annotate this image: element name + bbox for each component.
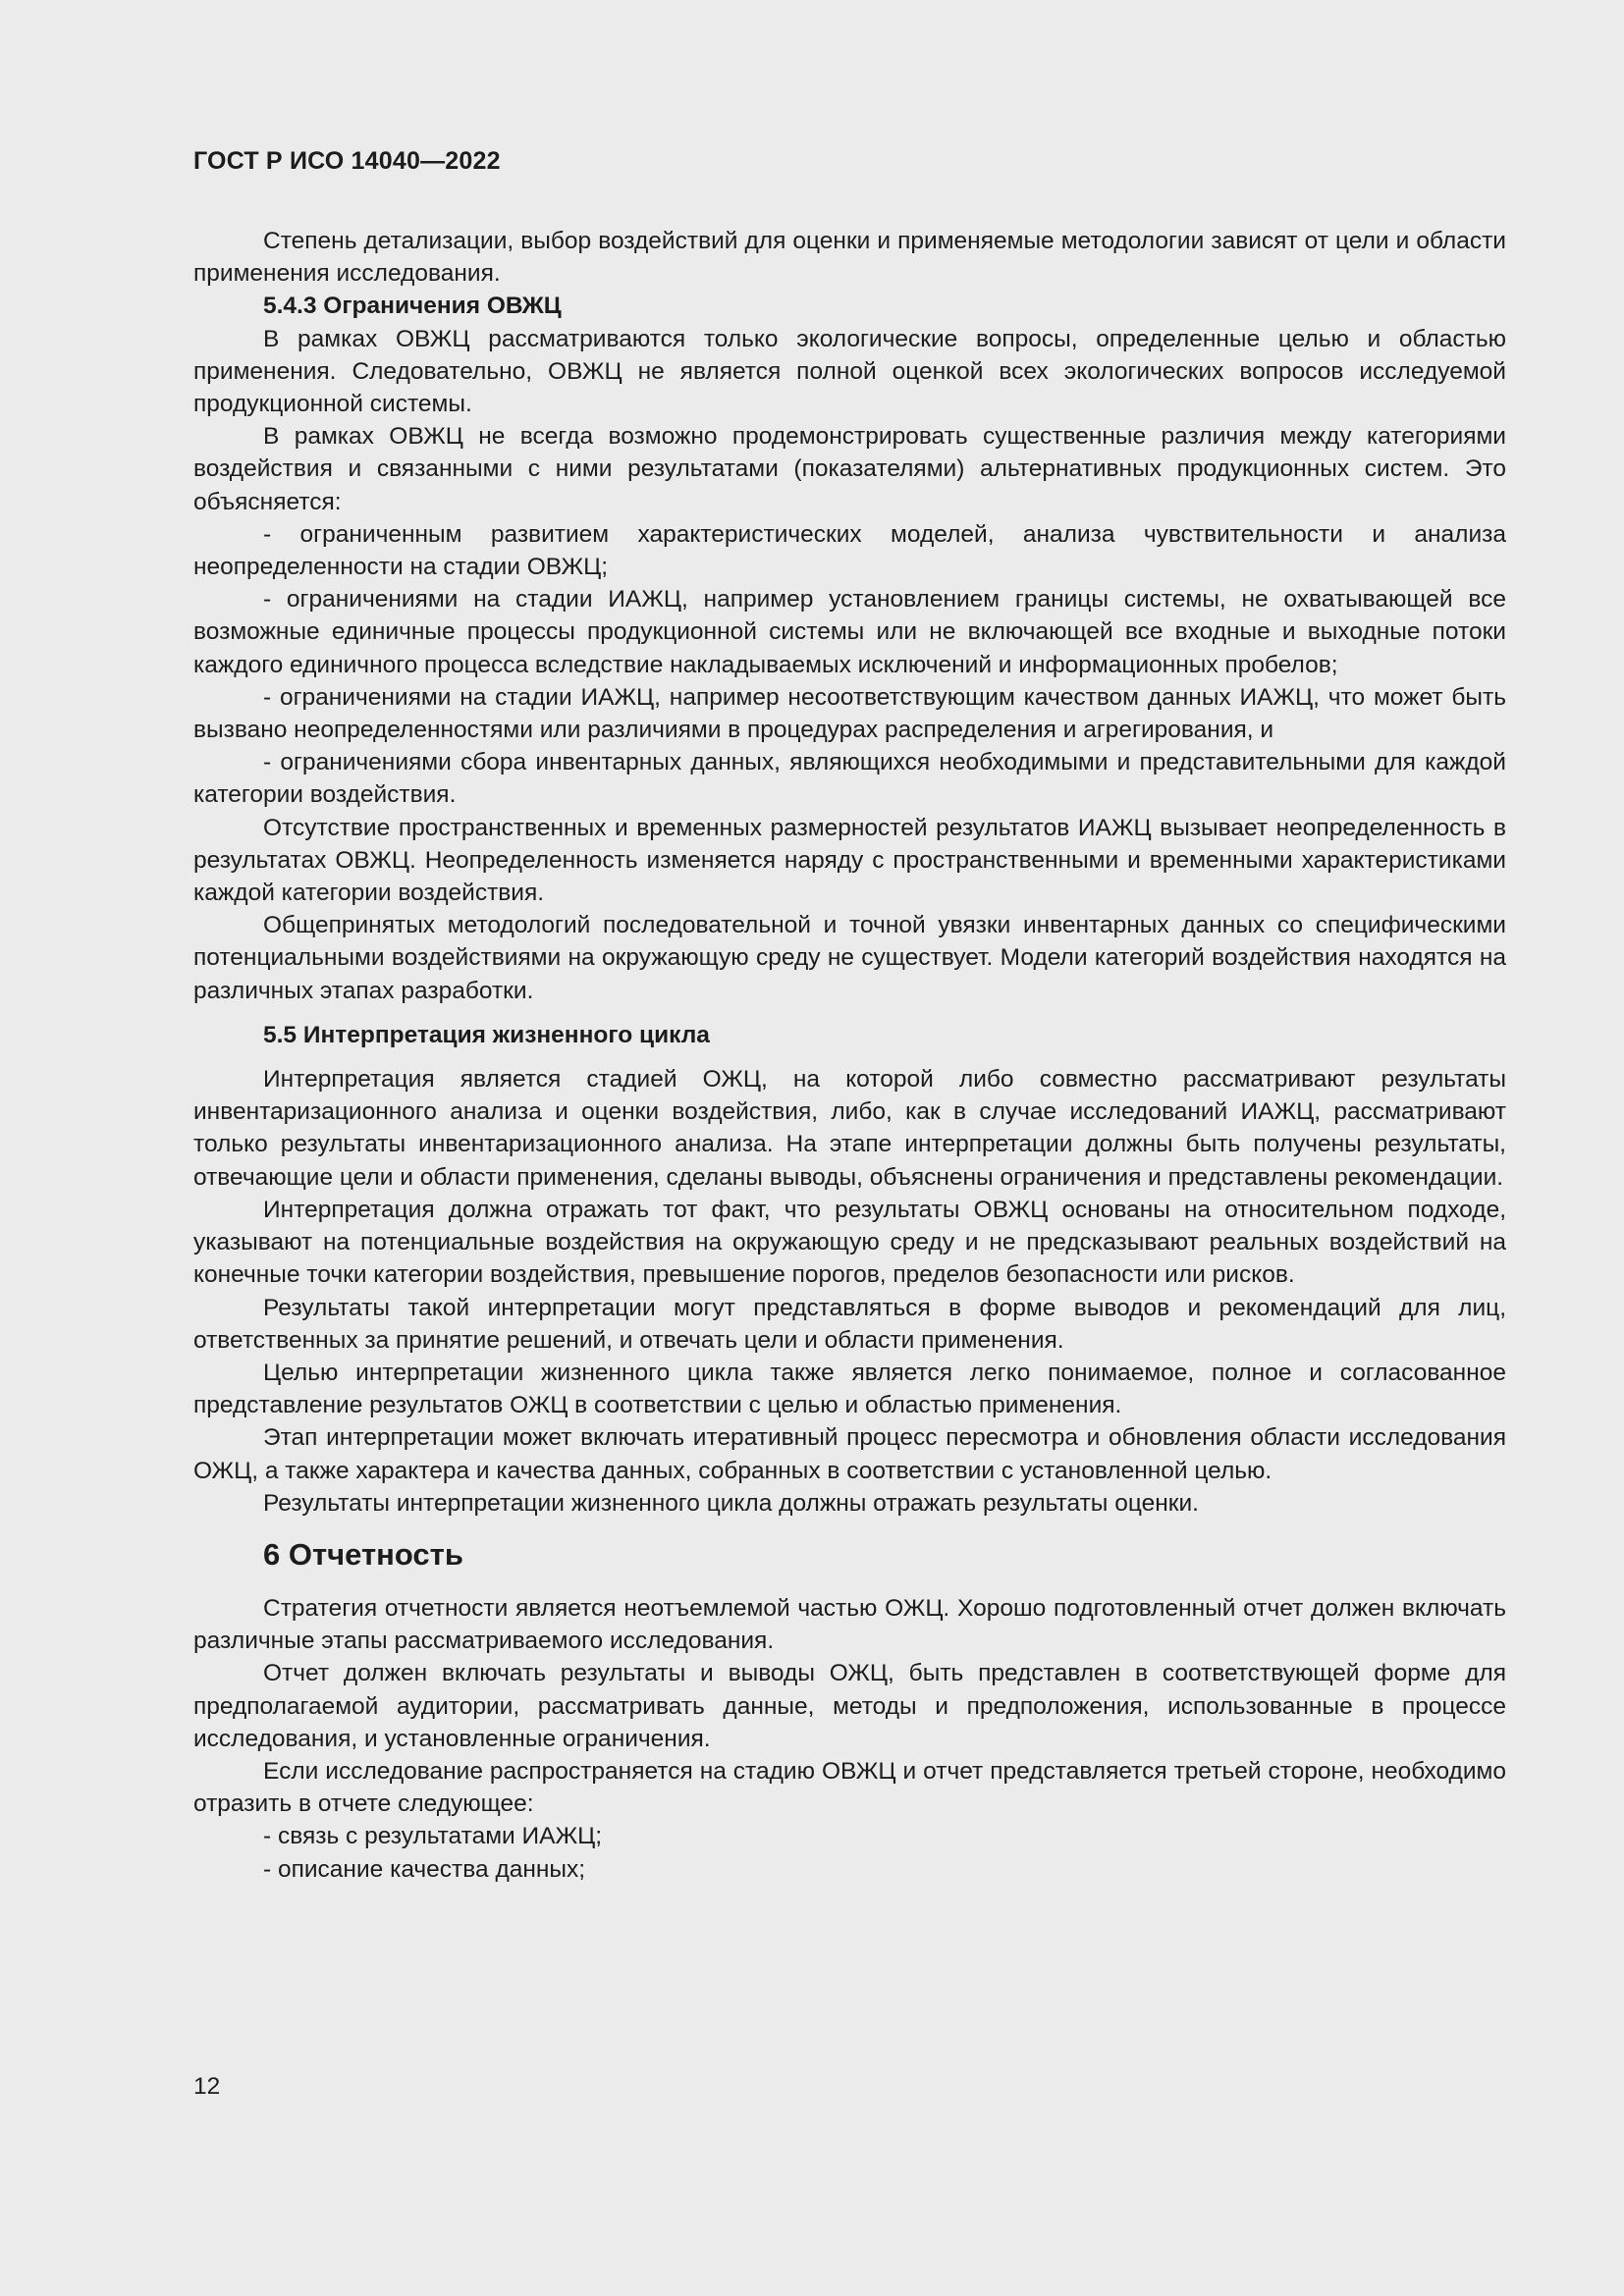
paragraph: Общепринятых методологий последовательной и точной увязки инвентарных данных со специфическими потенциальными воздействиями на окружающую среду не существует. Модели категорий воздействия находятся на различных этапах разработки. <box>193 912 1506 1004</box>
paragraph: Интерпретация должна отражать тот факт, что результаты ОВЖЦ основаны на относительном подходе, указывают на потенциальные воздействия на окружающую среду и не предсказывают реальных воздействий на конечные точки категории воздействия, превышение порогов, пределов безопасности или рисков. <box>193 1196 1506 1289</box>
section-heading-6: 6 Отчетность <box>263 1536 463 1572</box>
paragraph: В рамках ОВЖЦ не всегда возможно продемонстрировать существенные различия между категориями воздействия и связанными с ними результатами (показателями) альтернативных продукционных систем. Это объясняется: <box>193 423 1506 515</box>
subsection-heading-5-4-3: 5.4.3 Ограничения ОВЖЦ <box>263 293 562 320</box>
page-number: 12 <box>193 2073 221 2100</box>
paragraph: Этап интерпретации может включать итеративный процесс пересмотра и обновления области исследования ОЖЦ, а также характера и качества данных, собранных в соответствии с установленной целью. <box>193 1424 1506 1484</box>
paragraph: Результаты такой интерпретации могут представляться в форме выводов и рекомендаций для лиц, ответственных за принятие решений, и отвечать цели и области применения. <box>193 1294 1506 1354</box>
document-body <box>193 225 1506 1886</box>
subsection-heading-5-5: 5.5 Интерпретация жизненного цикла <box>263 1021 710 1048</box>
document-header: ГОСТ Р ИСО 14040—2022 <box>193 147 501 175</box>
list-item: - ограничениями на стадии ИАЖЦ, например несоответствующим качеством данных ИАЖЦ, что может быть вызвано неопределенностями или различиями в процедурах распределения и агрегирования, и <box>193 683 1506 744</box>
paragraph: Целью интерпретации жизненного цикла также является легко понимаемое, полное и согласованное представление результатов ОЖЦ в соответствии с целью и областью применения. <box>193 1359 1506 1419</box>
paragraph: Отсутствие пространственных и временных размерностей результатов ИАЖЦ вызывает неопределенность в результатах ОВЖЦ. Неопределенность изменяется наряду с пространственными и временными характеристиками каждой категории воздействия. <box>193 814 1506 907</box>
list-item: - описание качества данных; <box>263 1855 586 1883</box>
paragraph: Интерпретация является стадией ОЖЦ, на которой либо совместно рассматривают результаты инвентаризационного анализа и оценки воздействия, либо, как в случае исследований ИАЖЦ, рассматривают только результаты инвентаризационного анализа. На этапе интерпретации должны быть получены результаты, отвечающие цели и области применения, сделаны выводы, объяснены ограничения и представлены рекомендации. <box>193 1066 1506 1191</box>
list-item: - связь с результатами ИАЖЦ; <box>263 1823 603 1850</box>
list-item: - ограниченным развитием характеристических моделей, анализа чувствительности и анализа неопределенности на стадии ОВЖЦ; <box>193 520 1506 581</box>
paragraph: Стратегия отчетности является неотъемлемой частью ОЖЦ. Хорошо подготовленный отчет должен включать различные этапы рассматриваемого исследования. <box>193 1594 1506 1655</box>
list-item: - ограничениями на стадии ИАЖЦ, например установлением границы системы, не охватывающей все возможные единичные процессы продукционной системы или не включающей все входные и выходные потоки каждого единичного процесса вследствие накладываемых исключений и информационных пробелов; <box>193 586 1506 678</box>
paragraph: Результаты интерпретации жизненного цикла должны отражать результаты оценки. <box>263 1489 1199 1517</box>
paragraph: Степень детализации, выбор воздействий для оценки и применяемые методологии зависят от цели и области применения исследования. <box>193 228 1506 288</box>
paragraph: В рамках ОВЖЦ рассматриваются только экологические вопросы, определенные целью и областью применения. Следовательно, ОВЖЦ не является полной оценкой всех экологических вопросов исследуемой продукционной системы. <box>193 325 1506 418</box>
paragraph: Если исследование распространяется на стадию ОВЖЦ и отчет представляется третьей стороне, необходимо отразить в отчете следующее: <box>193 1757 1506 1818</box>
paragraph: Отчет должен включать результаты и выводы ОЖЦ, быть представлен в соответствующей форме для предполагаемой аудитории, рассматривать данные, методы и предположения, использованные в процессе исследования, и установленные ограничения. <box>193 1660 1506 1752</box>
list-item: - ограничениями сбора инвентарных данных, являющихся необходимыми и представительными для каждой категории воздействия. <box>193 749 1506 809</box>
